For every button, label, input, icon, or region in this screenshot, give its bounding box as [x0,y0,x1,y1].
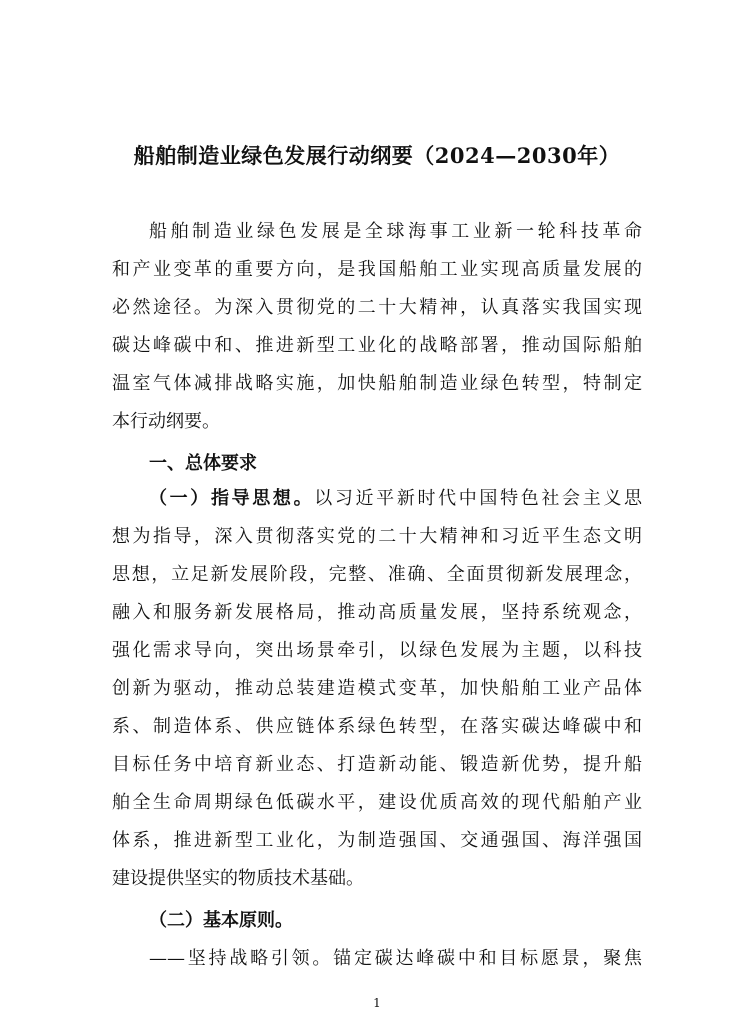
document-title: 船舶制造业绿色发展行动纲要（2024—2030年） [133,143,621,168]
guiding-line: 系、制造体系、供应链体系绿色转型，在落实碳达峰碳中和 [112,716,642,737]
intro-line: 船舶制造业绿色发展是全球海事工业新一轮科技革命 [149,221,642,242]
guiding-line: 思想，立足新发展阶段，完整、准确、全面贯彻新发展理念， [112,564,642,585]
guiding-line: 融入和服务新发展格局，推动高质量发展，坚持系统观念， [112,602,642,623]
guiding-first-text: 以习近平新时代中国特色社会主义思 [314,488,642,509]
guiding-line: 想为指导，深入贯彻落实党的二十大精神和习近平生态文明 [112,526,642,547]
guiding-line: 创新为驱动，推动总装建造模式变革，加快船舶工业产品体 [112,678,642,699]
intro-line: 碳达峰碳中和、推进新型工业化的战略部署，推动国际船舶 [112,335,642,356]
guiding-label: （一）指导思想。 [149,488,315,509]
intro-line: 必然途径。为深入贯彻党的二十大精神，认真落实我国实现 [112,297,642,318]
intro-line: 温室气体减排战略实施，加快船舶制造业绿色转型，特制定 [112,373,642,394]
guiding-first-line [149,484,642,514]
principles-heading: （二）基本原则。 [149,910,293,931]
intro-line: 本行动纲要。 [112,411,220,432]
section-heading: 一、总体要求 [149,453,257,474]
guiding-line: 体系，推进新型工业化，为制造强国、交通强国、海洋强国 [112,830,642,851]
guiding-line: 强化需求导向，突出场景牵引，以绿色发展为主题，以科技 [112,640,642,661]
guiding-line: 目标任务中培育新业态、打造新动能、锻造新优势，提升船 [112,754,642,775]
guiding-line: 舶全生命周期绿色低碳水平，建设优质高效的现代船舶产业 [112,792,642,813]
guiding-line: 建设提供坚实的物质技术基础。 [112,868,364,889]
page-number: 1 [373,996,381,1010]
principle-line: ——坚持战略引领。锚定碳达峰碳中和目标愿景，聚焦 [149,948,642,969]
intro-line: 和产业变革的重要方向，是我国船舶工业实现高质量发展的 [112,259,642,280]
